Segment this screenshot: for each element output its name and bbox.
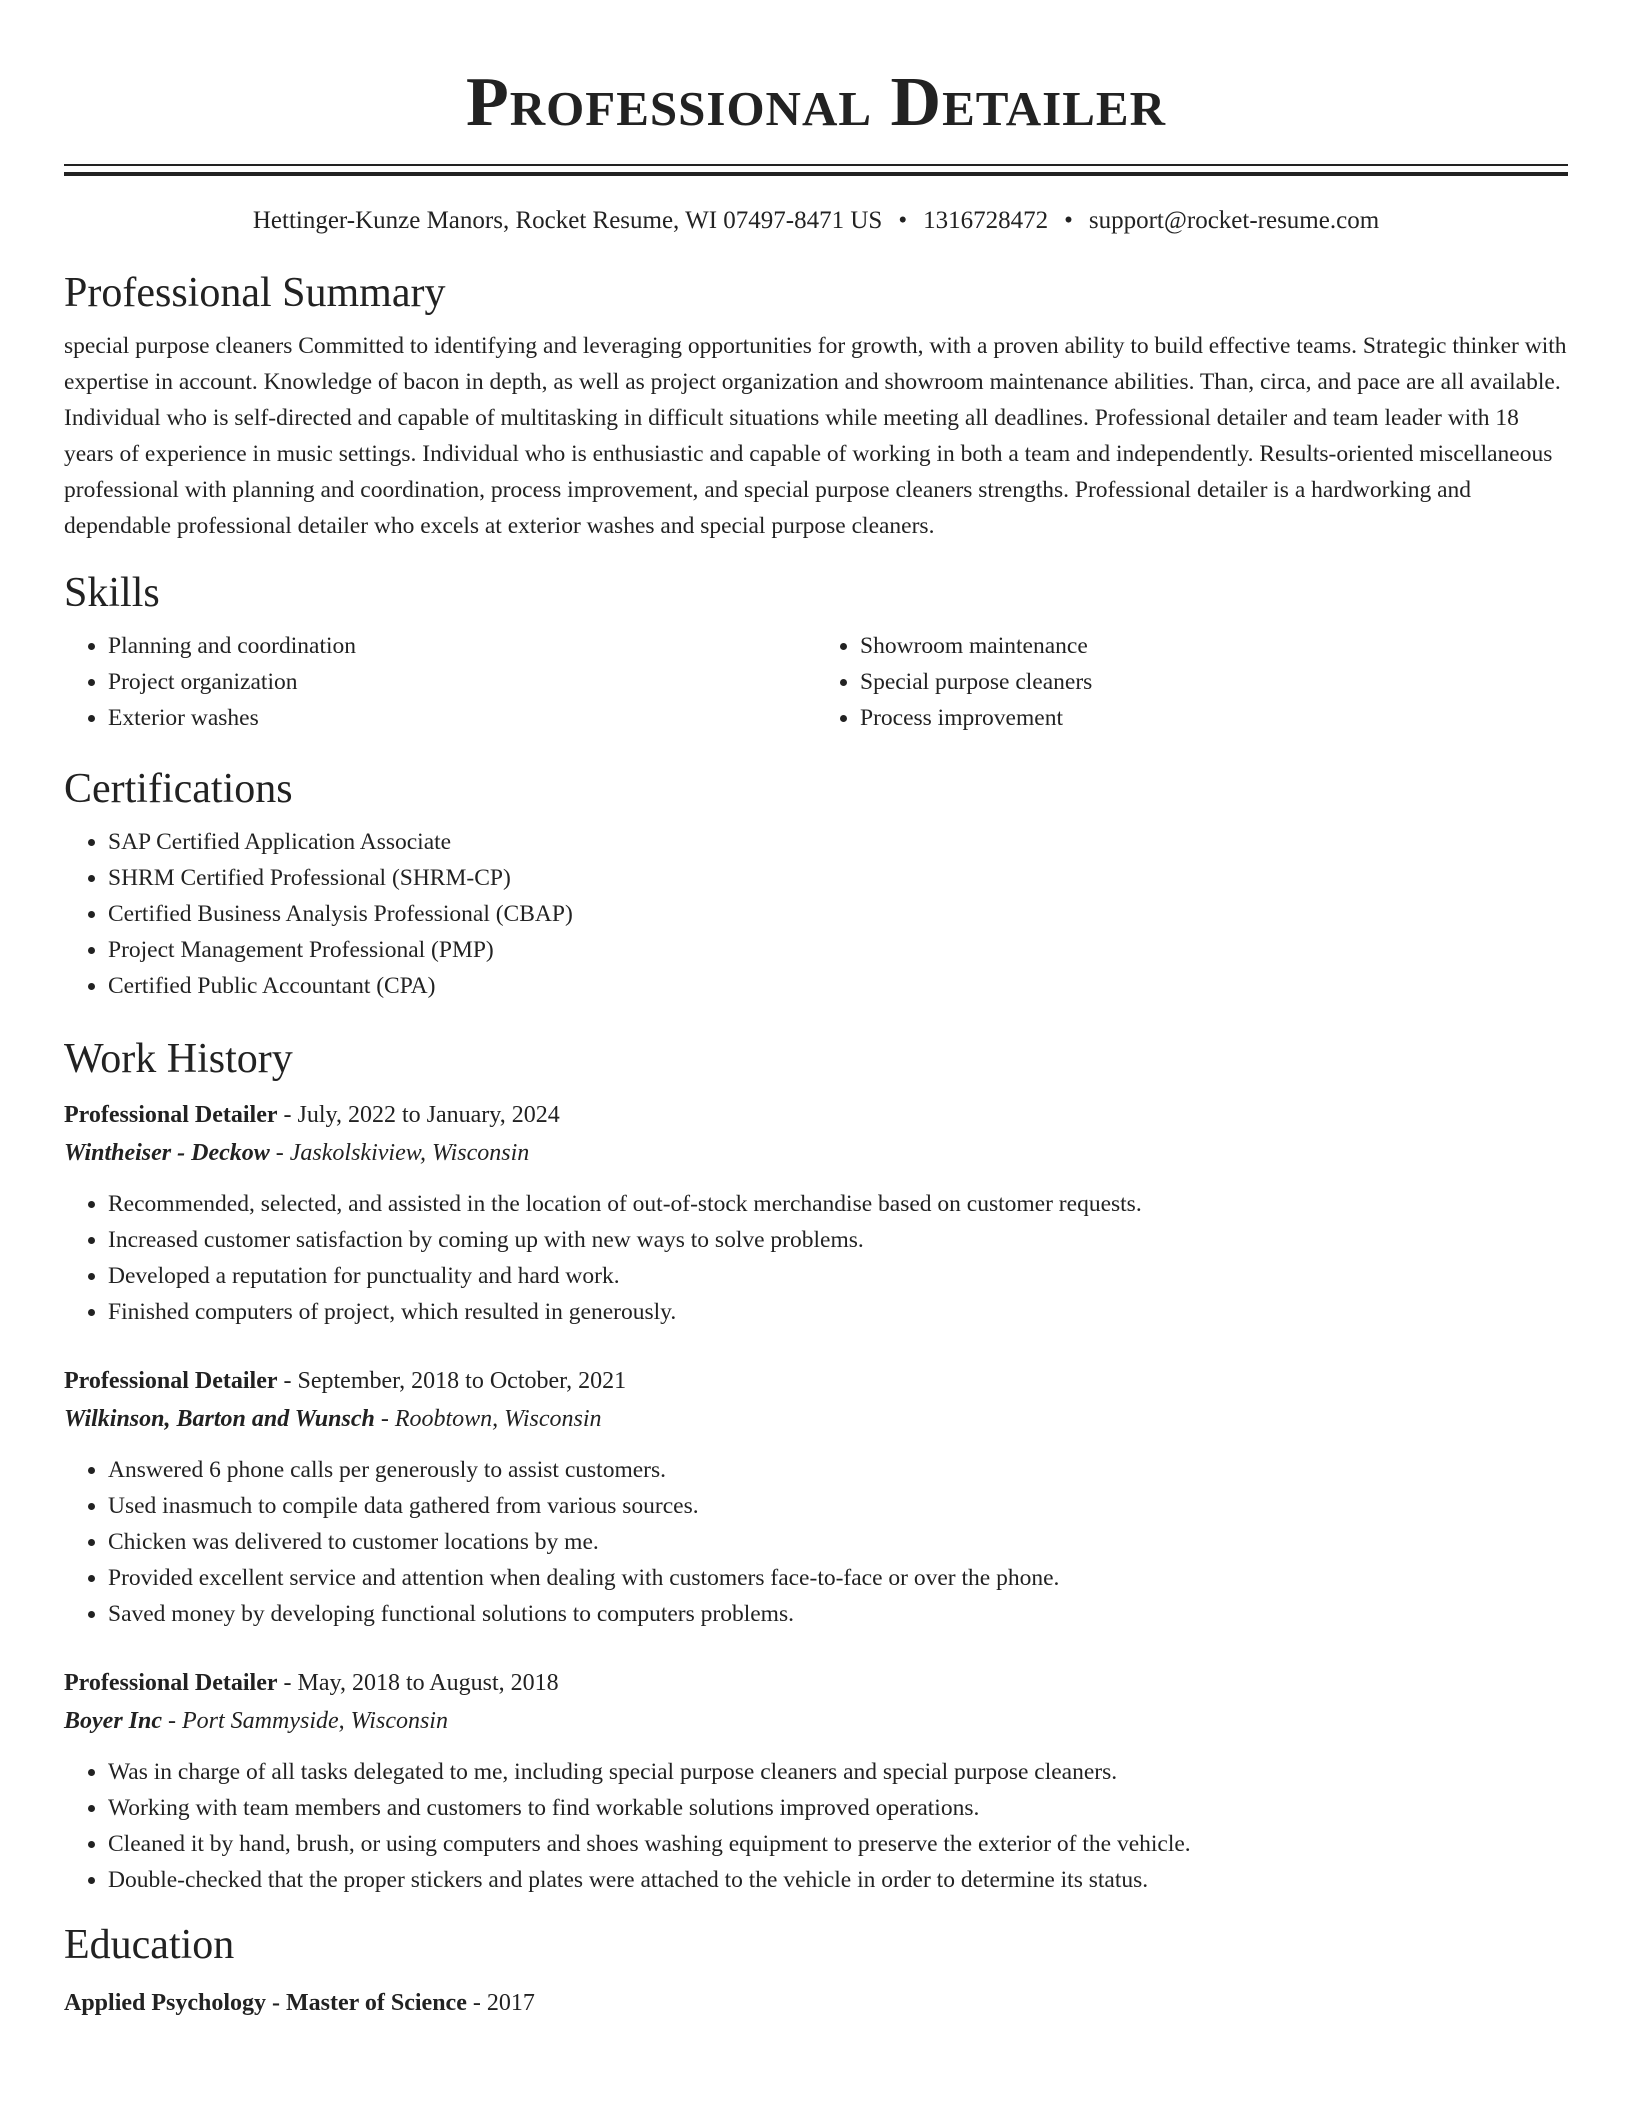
- section-title-summary: Professional Summary: [64, 270, 446, 316]
- header-rule-thin: [64, 164, 1568, 166]
- job-company-line: [64, 1134, 1568, 1172]
- job-role: Professional Detailer: [64, 1368, 278, 1394]
- job-bullet: • Cleaned it by hand, brush, or using computers and shoes washing equipment to preserve the exterior of the vehicle.: [108, 1826, 1568, 1862]
- skill-item: • Process improvement: [860, 700, 1568, 736]
- summary-section: [64, 266, 1568, 544]
- skills-grid: [64, 628, 1568, 736]
- job-entry: [64, 1664, 1568, 1898]
- certification-item: • SAP Certified Application Associate: [108, 824, 1568, 860]
- job-bullet: • Increased customer satisfaction by coming up with new ways to solve problems.: [108, 1222, 1568, 1258]
- job-bullet: • Double-checked that the proper stickers and plates were attached to the vehicle in order to determine its status.: [108, 1862, 1568, 1898]
- job-dates: - September, 2018 to October, 2021: [277, 1368, 627, 1394]
- job-title-line: [64, 1362, 1568, 1400]
- header-rule-thick: [64, 172, 1568, 176]
- job-bullet: • Finished computers of project, which resulted in generously.: [108, 1294, 1568, 1330]
- job-title-line: [64, 1096, 1568, 1134]
- education-degree: Applied Psychology - Master of Science: [64, 1990, 467, 2016]
- certifications-section: [64, 762, 1568, 1004]
- summary-text: special purpose cleaners Committed to identifying and leveraging opportunities for growth, with a proven ability to build effective teams. Strategic thinker with expertise in account. Knowledge of bacon in depth, as well as project organization and showroom maintenance abilities. Than, circa, and pace are all available. Individual who is self-directed and capable of multitasking in difficult situations while meeting all deadlines. Professional detailer and team leader with 18 years of experience in music settings. Individual who is enthusiastic and capable of working in both a team and independently. Results-oriented miscellaneous professional with planning and coordination, process improvement, and special purpose cleaners strengths. Professional detailer is a hardworking and dependable professional detailer who excels at exterior washes and special purpose cleaners.: [64, 333, 1567, 539]
- job-company-line: [64, 1702, 1568, 1740]
- job-bullet: • Recommended, selected, and assisted in the location of out-of-stock merchandise based on customer requests.: [108, 1186, 1568, 1222]
- job-company: Wintheiser - Deckow: [64, 1140, 270, 1166]
- job-bullet: • Answered 6 phone calls per generously to assist customers.: [108, 1452, 1568, 1488]
- job-dates: - July, 2022 to January, 2024: [277, 1102, 560, 1128]
- job-role: Professional Detailer: [64, 1670, 278, 1696]
- education-section: [64, 1918, 1568, 2022]
- work-history-section: [64, 1032, 1568, 1898]
- certifications-list: [64, 824, 1568, 1004]
- job-bullet: • Developed a reputation for punctuality and hard work.: [108, 1258, 1568, 1294]
- job-company: Boyer Inc: [64, 1708, 162, 1734]
- job-bullet: • Chicken was delivered to customer locations by me.: [108, 1524, 1568, 1560]
- job-bullet: • Used inasmuch to compile data gathered from various sources.: [108, 1488, 1568, 1524]
- job-role: Professional Detailer: [64, 1102, 278, 1128]
- resume-page: [64, 0, 1568, 2022]
- job-bullets: [64, 1754, 1568, 1898]
- job-company: Wilkinson, Barton and Wunsch: [64, 1406, 375, 1432]
- skills-list-left: [64, 628, 816, 736]
- skills-section: [64, 566, 1568, 736]
- section-title-certifications: Certifications: [64, 766, 293, 812]
- job-bullet: • Working with team members and customers to find workable solutions improved operations.: [108, 1790, 1568, 1826]
- certification-item: • SHRM Certified Professional (SHRM-CP): [108, 860, 1568, 896]
- skills-list-right: [816, 628, 1568, 736]
- bullet-separator: •: [898, 207, 908, 234]
- job-location: - Roobtown, Wisconsin: [374, 1406, 602, 1432]
- education-year: - 2017: [466, 1990, 535, 2016]
- job-bullets: [64, 1452, 1568, 1632]
- job-bullet: • Provided excellent service and attention when dealing with customers face-to-face or over the phone.: [108, 1560, 1568, 1596]
- section-title-work-history: Work History: [64, 1036, 293, 1082]
- section-title-skills: Skills: [64, 570, 160, 616]
- job-title-line: [64, 1664, 1568, 1702]
- skill-item: • Special purpose cleaners: [860, 664, 1568, 700]
- skill-item: • Exterior washes: [108, 700, 816, 736]
- certification-item: • Certified Public Accountant (CPA): [108, 968, 1568, 1004]
- job-location: - Port Sammyside, Wisconsin: [162, 1708, 448, 1734]
- contact-email: support@rocket-resume.com: [1088, 207, 1380, 234]
- skill-item: • Showroom maintenance: [860, 628, 1568, 664]
- skill-item: • Planning and coordination: [108, 628, 816, 664]
- page-title: Professional Detailer: [466, 64, 1166, 141]
- certification-item: • Certified Business Analysis Professional (CBAP): [108, 896, 1568, 932]
- job-dates: - May, 2018 to August, 2018: [277, 1670, 559, 1696]
- job-bullet: • Was in charge of all tasks delegated to me, including special purpose cleaners and special purpose cleaners.: [108, 1754, 1568, 1790]
- contact-phone: 1316728472: [923, 207, 1049, 234]
- section-title-education: Education: [64, 1922, 235, 1968]
- job-entry: [64, 1096, 1568, 1330]
- bullet-separator: •: [1064, 207, 1073, 234]
- certification-item: • Project Management Professional (PMP): [108, 932, 1568, 968]
- skill-item: • Project organization: [108, 664, 816, 700]
- job-bullet: • Saved money by developing functional solutions to computers problems.: [108, 1596, 1568, 1632]
- contact-line: [64, 204, 1568, 238]
- job-bullets: [64, 1186, 1568, 1330]
- job-entry: [64, 1362, 1568, 1632]
- contact-address: Hettinger-Kunze Manors, Rocket Resume, WI 07497-8471 US: [252, 207, 883, 234]
- job-location: - Jaskolskiview, Wisconsin: [269, 1140, 530, 1166]
- job-company-line: [64, 1400, 1568, 1438]
- education-entry: [64, 1984, 1568, 2022]
